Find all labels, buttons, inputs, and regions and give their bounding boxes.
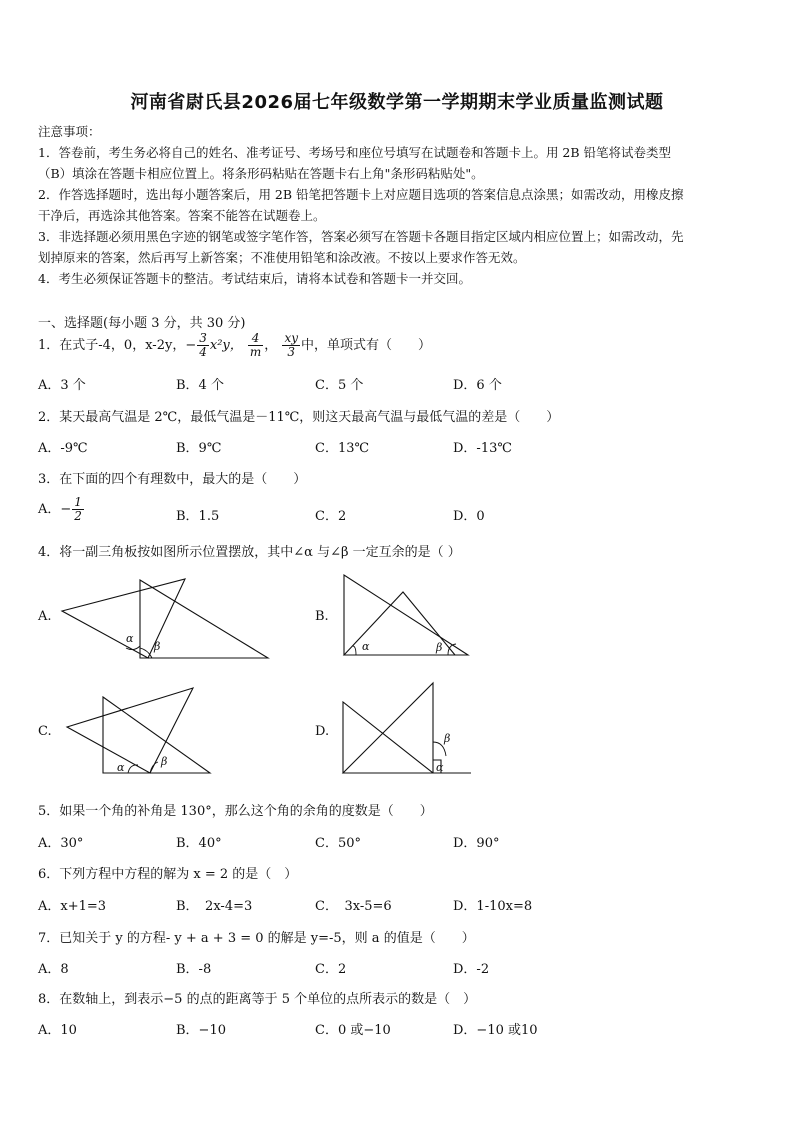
notice-line-2: （B）填涂在答题卡相应位置上。将条形码粘贴在答题卡右上角"条形码粘贴处"。 bbox=[38, 166, 484, 181]
q2-option-d[interactable]: D．-13℃ bbox=[453, 441, 512, 456]
notice-line-5: 3．非选择题必须用黑色字迹的钢笔或签字笔作答，答案必须写在答题卡各题目指定区域内相应位置上；如需改动，先 bbox=[38, 229, 684, 244]
q1-option-c[interactable]: C．5 个 bbox=[315, 378, 364, 393]
q6-option-b[interactable]: B． 2x-4=3 bbox=[176, 899, 253, 914]
question-3: 3．在下面的四个有理数中，最大的是（ ） bbox=[38, 472, 307, 487]
q2-option-b[interactable]: B．9℃ bbox=[176, 441, 222, 456]
q1-suffix: 中，单项式有（ ） bbox=[300, 338, 431, 353]
q8-option-b[interactable]: B．−10 bbox=[176, 1023, 226, 1038]
q3-option-c[interactable]: C．2 bbox=[315, 509, 347, 524]
q5-option-a[interactable]: A．30° bbox=[38, 836, 84, 851]
q4-fig-d-triangle-1 bbox=[343, 702, 433, 773]
q4-fig-d-beta: β bbox=[444, 732, 451, 745]
q3-option-b[interactable]: B．1.5 bbox=[176, 509, 220, 524]
q1-option-b[interactable]: B．4 个 bbox=[176, 378, 224, 393]
notice-line-6: 划掉原来的答案，然后再写上新答案；不准使用铅笔和涂改液。不按以上要求作答无效。 bbox=[38, 250, 526, 265]
q1-option-a[interactable]: A．3 个 bbox=[38, 378, 86, 393]
question-8: 8．在数轴上，到表示−5 的点的距离等于 5 个单位的点所表示的数是（ ） bbox=[38, 992, 477, 1007]
q4-label-c[interactable]: C. bbox=[38, 724, 52, 739]
q4-label-a[interactable]: A. bbox=[38, 609, 52, 624]
section-heading: 一、选择题(每小题 3 分，共 30 分) bbox=[38, 316, 246, 331]
q1-mid-2: ， bbox=[264, 338, 278, 353]
q2-option-a[interactable]: A．-9℃ bbox=[38, 441, 88, 456]
q8-option-a[interactable]: A．10 bbox=[38, 1023, 77, 1038]
q6-option-d[interactable]: D．1-10x=8 bbox=[453, 899, 533, 914]
q3-option-a-label: A．− bbox=[38, 502, 72, 517]
q4-fig-c-alpha: α bbox=[117, 761, 125, 774]
notice-line-1: 1．答卷前，考生务必将自己的姓名、准考证号、考场号和座位号填写在试题卷和答题卡上。用 2B 铅笔将试卷类型 bbox=[38, 145, 672, 160]
q8-option-c[interactable]: C．0 或−10 bbox=[315, 1023, 391, 1038]
q5-option-b[interactable]: B．40° bbox=[176, 836, 222, 851]
q1-option-d[interactable]: D．6 个 bbox=[453, 378, 502, 393]
q5-option-d[interactable]: D．90° bbox=[453, 836, 500, 851]
q7-option-a[interactable]: A．8 bbox=[38, 962, 69, 977]
q7-option-c[interactable]: C．2 bbox=[315, 962, 347, 977]
notice-line-4: 干净后，再选涂其他答案。答案不能答在试题卷上。 bbox=[38, 208, 326, 223]
question-7: 7．已知关于 y 的方程- y + a + 3 = 0 的解是 y=-5，则 a 的值是（ ） bbox=[38, 931, 475, 946]
question-6: 6．下列方程中方程的解为 x = 2 的是（ ） bbox=[38, 867, 298, 882]
q1-fraction-2: $\frac{4}{m}$ bbox=[249, 331, 262, 359]
q4-fig-a-beta: β bbox=[154, 640, 161, 653]
q7-option-b[interactable]: B．-8 bbox=[176, 962, 212, 977]
q4-fig-c-beta: β bbox=[161, 755, 168, 768]
notice-heading: 注意事项： bbox=[38, 124, 101, 139]
q4-fig-d-triangle-2 bbox=[343, 683, 471, 773]
notice-line-7: 4．考生必须保证答题卡的整洁。考试结束后，请将本试卷和答题卡一并交回。 bbox=[38, 271, 471, 286]
question-5: 5．如果一个角的补角是 130°，那么这个角的余角的度数是（ ） bbox=[38, 804, 433, 819]
q3-option-d[interactable]: D．0 bbox=[453, 509, 485, 524]
q4-fig-b-beta: β bbox=[436, 641, 443, 654]
q8-option-d[interactable]: D．−10 或10 bbox=[453, 1023, 538, 1038]
q4-fig-d-alpha: α bbox=[436, 761, 444, 774]
q1-fraction-3: $\frac{xy}{3}$ bbox=[284, 331, 298, 359]
q4-fig-a-alpha: α bbox=[126, 632, 134, 645]
q6-option-c[interactable]: C． 3x-5=6 bbox=[315, 899, 392, 914]
q1-mid-1: x²y， bbox=[209, 338, 243, 353]
q6-option-a[interactable]: A．x+1=3 bbox=[38, 899, 107, 914]
question-4: 4．将一副三角板按如图所示位置摆放，其中∠α 与∠β 一定互余的是（ ） bbox=[38, 545, 461, 560]
q4-label-b[interactable]: B. bbox=[315, 609, 329, 624]
page-title: 河南省尉氏县2026届七年级数学第一学期期末学业质量监测试题 bbox=[130, 92, 664, 113]
q3-option-a-fraction: $\frac{1}{2}$ bbox=[74, 495, 82, 523]
q7-option-d[interactable]: D．-2 bbox=[453, 962, 490, 977]
q1-prefix: 1．在式子-4，0，x-2y，− bbox=[38, 338, 197, 353]
q2-option-c[interactable]: C．13℃ bbox=[315, 441, 370, 456]
q4-fig-b-alpha: α bbox=[362, 640, 370, 653]
question-2: 2．某天最高气温是 2℃，最低气温是－11℃，则这天最高气温与最低气温的差是（ ） bbox=[38, 410, 560, 425]
q5-option-c[interactable]: C．50° bbox=[315, 836, 361, 851]
notice-line-3: 2．作答选择题时，选出每小题答案后，用 2B 铅笔把答题卡上对应题目选项的答案信息点涂黑；如需改动，用橡皮擦 bbox=[38, 187, 684, 202]
q4-label-d[interactable]: D. bbox=[315, 724, 330, 739]
q1-fraction-1: $\frac{3}{4}$ bbox=[199, 331, 207, 359]
